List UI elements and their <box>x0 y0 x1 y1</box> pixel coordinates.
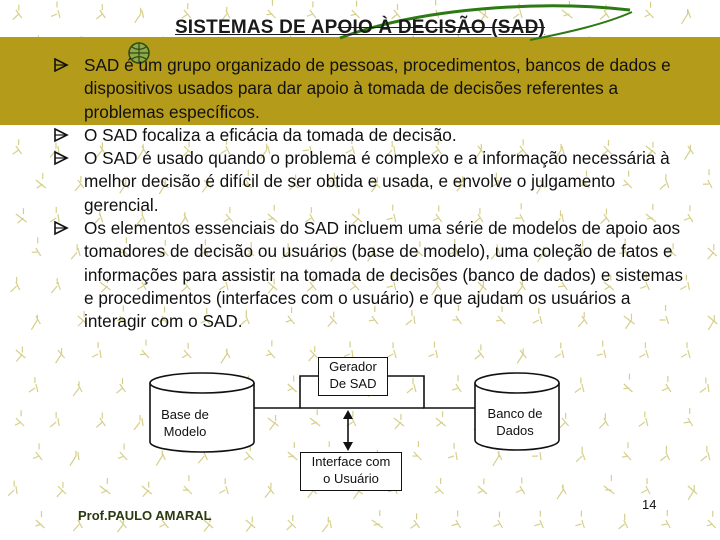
generator-label-line2: De SAD <box>329 376 377 391</box>
connector-line <box>388 376 475 408</box>
connector-line <box>254 376 318 408</box>
database-cylinder-top <box>475 373 559 393</box>
author-footer: Prof.PAULO AMARAL <box>78 508 212 523</box>
bullet-text: O SAD focaliza a eficácia da tomada de decisão. <box>84 124 457 145</box>
bullet-text: O SAD é usado quando o problema é complexo e a informação necessária à melhor decisão é difícil de ser obtida e usada, e envolve o julgamento gerencial. <box>84 148 670 215</box>
generator-label-line1: Gerador <box>329 359 377 374</box>
slide-title-part1: SISTEMAS DE AP <box>174 17 338 38</box>
model-base-cylinder-top <box>150 373 254 393</box>
database-label-line2: Dados <box>496 423 534 438</box>
bullet-text: SAD é um grupo organizado de pessoas, procedimentos, bancos de dados e dispositivos usados para dar apoio à tomada de decisões referentes a problemas específicos. <box>84 55 671 122</box>
interface-label-line2: o Usuário <box>323 471 379 486</box>
interface-label-line1: Interface com <box>311 454 391 469</box>
interface-box <box>300 452 402 491</box>
database-label-line1: Banco de <box>487 406 543 421</box>
bullet-text: Os elementos essenciais do SAD incluem uma série de modelos de apoio aos tomadores de decisão ou usuários (base de modelo), uma coleção de fatos e informações para assistir na tomada de decisões (banco de dados) e sistemas e procedimentos (interfaces com o usuário) e que ajudam os usuários a interagir com o SAD. <box>84 218 684 332</box>
generator-box <box>318 357 388 396</box>
model-base-label-line2: Modelo <box>163 424 207 439</box>
arrow-head-down <box>343 442 353 451</box>
model-base-label-line1: Base de <box>161 407 209 422</box>
slide-title-part2: OIO À DECISÃO (SAD) <box>337 17 546 38</box>
arrow-head-up <box>343 410 353 419</box>
page-number: 14 <box>642 497 657 512</box>
database-label <box>483 405 547 439</box>
model-base-label <box>152 406 218 440</box>
